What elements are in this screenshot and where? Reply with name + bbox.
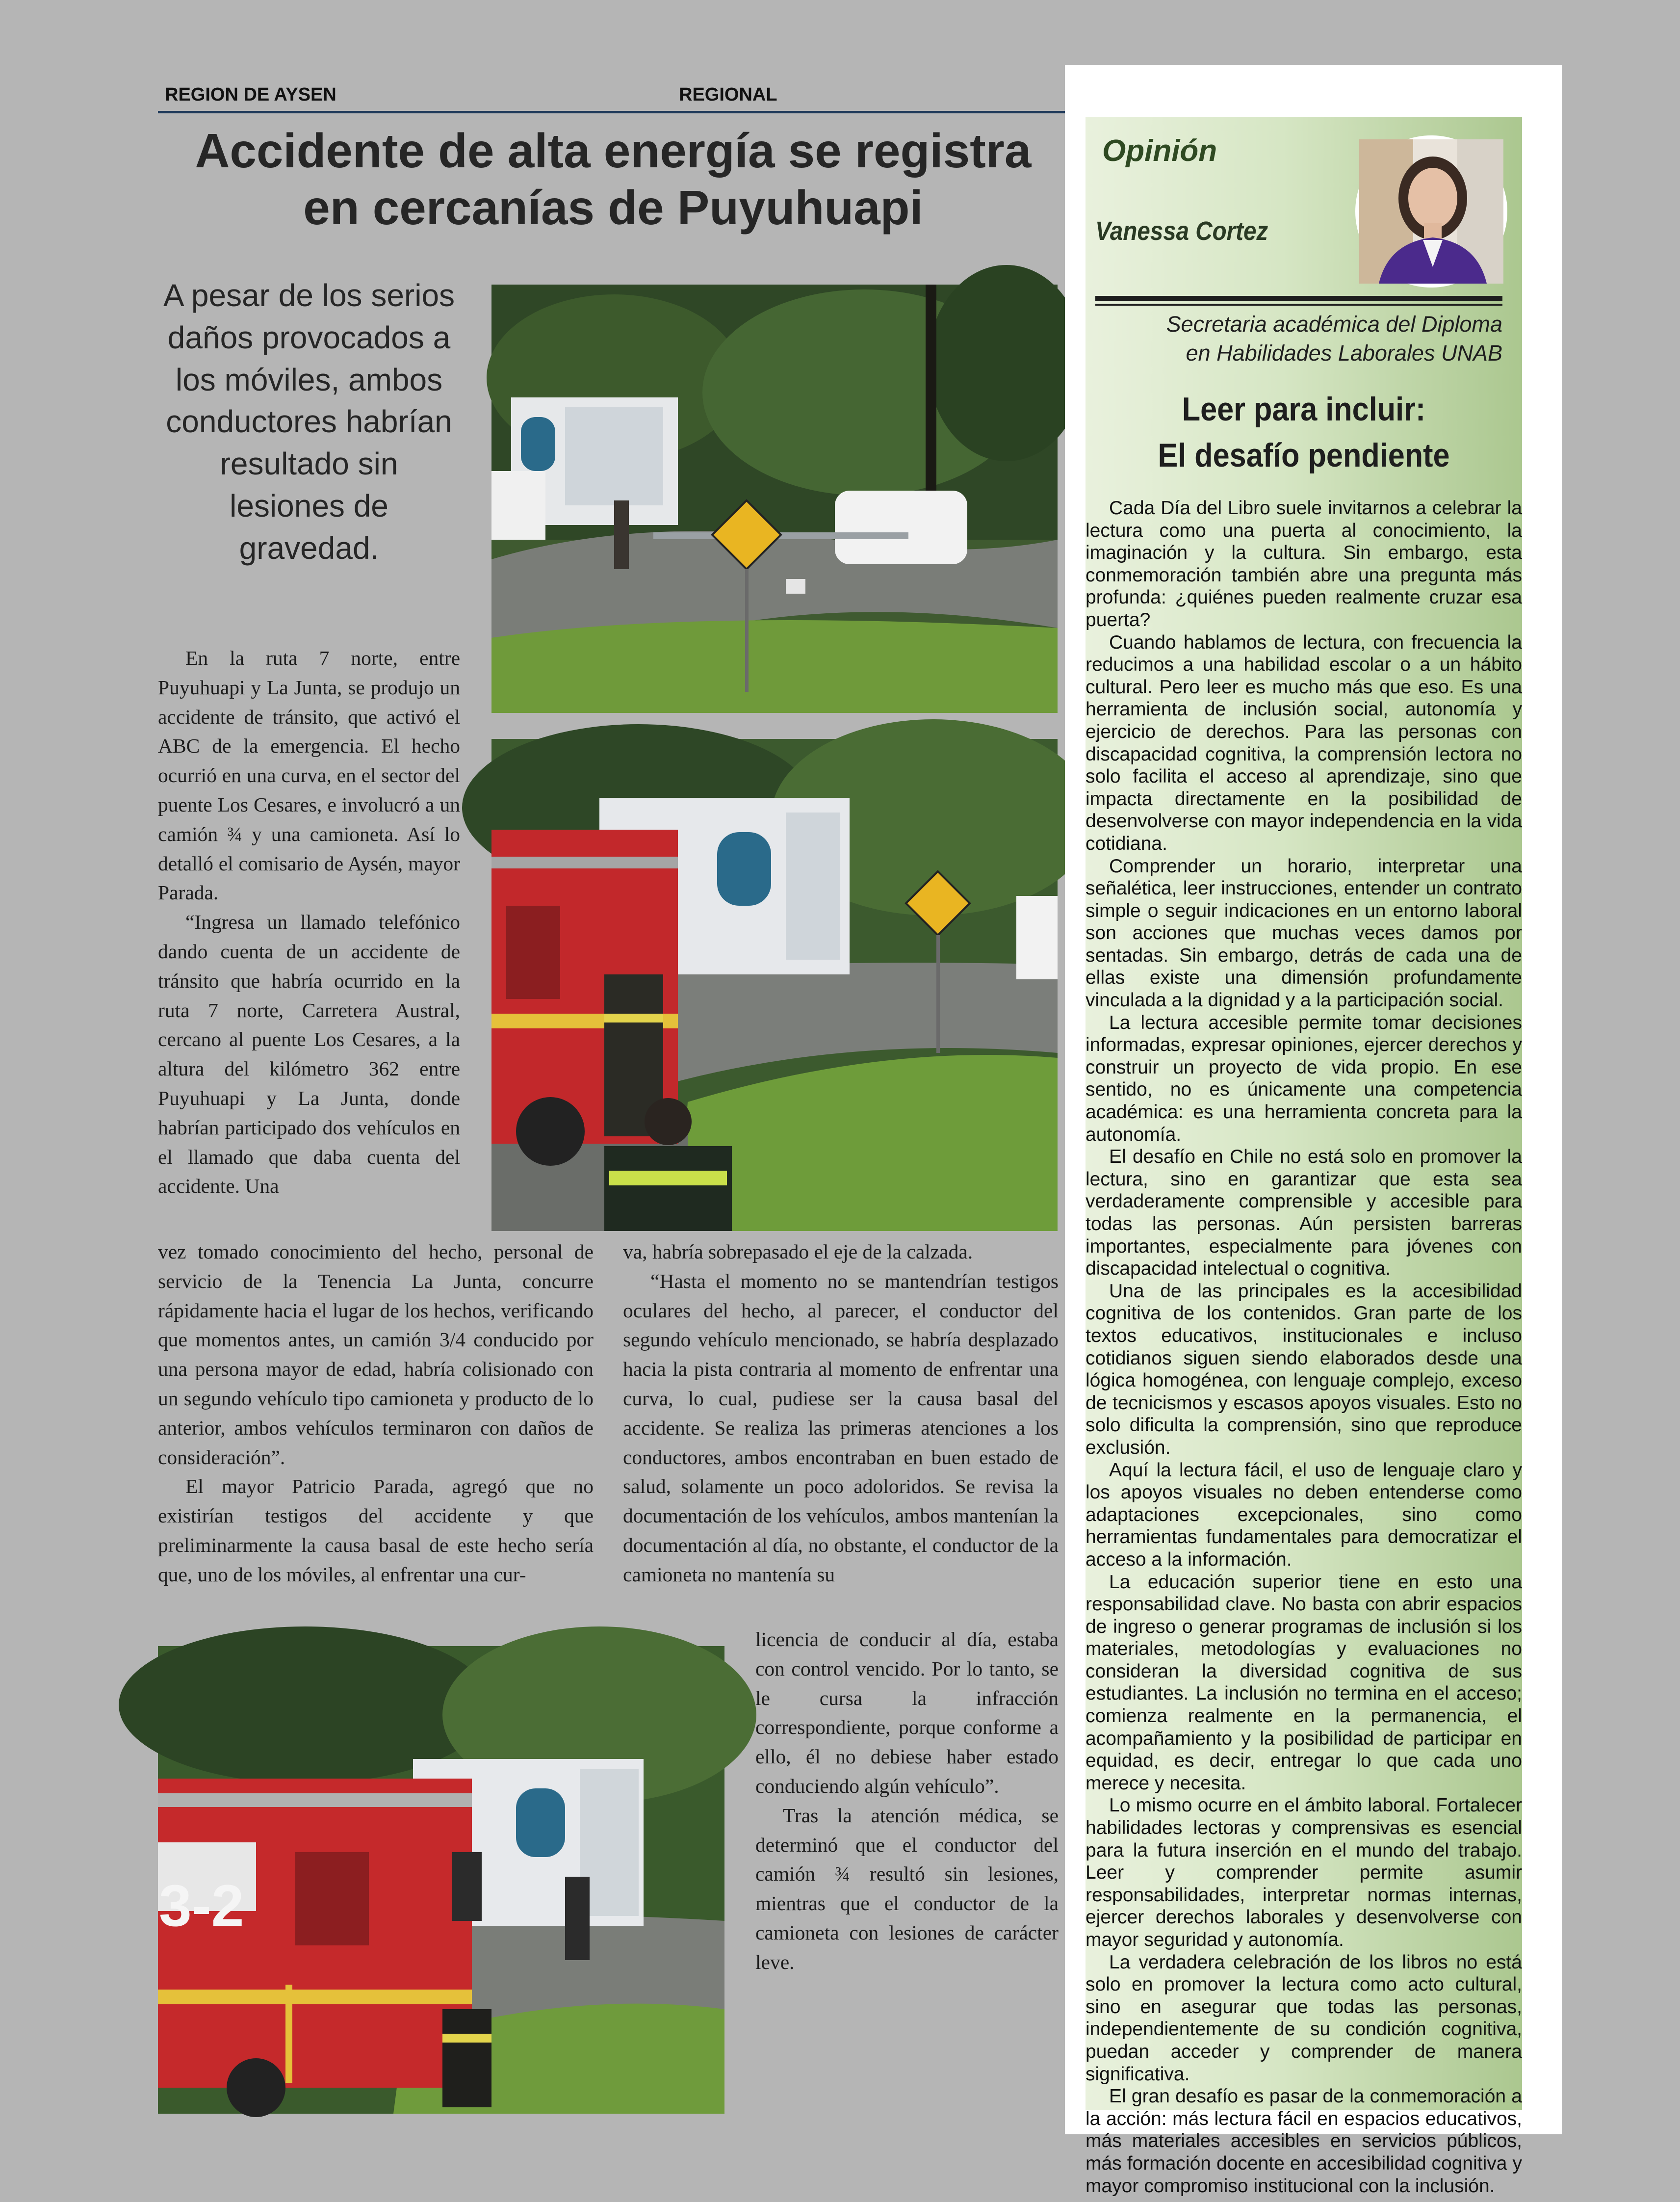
opinion-paragraph: Cada Día del Libro suele invitarnos a celebrar la lectura como una puerta al conocimiento, la imaginación y la cultura. Sin embargo, esta conmemoración también abre una pregunta más profunda: ¿quiénes pueden realmente cruzar esa puerta? xyxy=(1086,498,1522,630)
article-column-1-top xyxy=(158,644,460,1237)
article-column-2-top xyxy=(623,1237,1059,1625)
opinion-title-line: El desafío pendiente xyxy=(1158,436,1450,474)
opinion-title-line: Leer para incluir: xyxy=(1182,391,1426,428)
author-role xyxy=(1095,310,1502,367)
opinion-body xyxy=(1086,497,1522,2197)
opinion-paragraph: La educación superior tiene en esto una responsabilidad clave. No basta con abrir espacios de ingreso o generar programas de inclusión si los materiales, metodologías y evaluaciones no consideran la diversidad cognitiva de sus estudiantes. La inclusión no termina en el acceso; comienza realmente en la permanencia, el acompañamiento y la posibilidad de participar en equidad, es decir, entregar lo que cada uno merece y necesita. xyxy=(1086,1571,1522,1794)
article-paragraph: En la ruta 7 norte, entre Puyuhuapi y La Junta, se produjo un accidente de tránsito, que activó el ABC de la emergencia. El hecho ocurrió en una curva, en el sector del puente Los Cesares, e involucró a un camión ¾ y una camioneta. Así lo detalló el comisario de Aysén, mayor Parada. xyxy=(158,647,460,904)
article-paragraph: “Ingresa un llamado telefónico dando cuenta de un accidente de tránsito que habría ocurrido en la ruta 7 norte, Carretera Austral, cercano al puente Los Cesares, a la altura del kilómetro 362 entre Puyuhuapi y La Junta, donde habrían participado dos vehículos en el llamado que daba cuenta del accidente. Una xyxy=(158,911,460,1198)
opinion-paragraph: Lo mismo ocurre en el ámbito laboral. Fortalecer habilidades lectoras y comprensivas es esencial para la futura inserción en el mundo del trabajo. Leer y comprender permite asumir responsabilidades, interpretar normas internas, ejercer derechos laborales y desenvolverse con mayor seguridad y autonomía. xyxy=(1086,1795,1522,1950)
fire-truck-number: 3-2 xyxy=(159,1873,244,1939)
opinion-paragraph: El gran desafío es pasar de la conmemoración a la acción: más lectura fácil en espacios educativos, más materiales accesibles en servicios públicos, más formación docente en accesibilidad cognitiva y mayor compromiso institucional con la inclusión. xyxy=(1086,2086,1522,2197)
opinion-paragraph: Comprender un horario, interpretar una señalética, leer instrucciones, entender un contrato simple o seguir indicaciones en un entorno laboral son acciones que muchas veces damos por sentadas. Sin embargo, detrás de cada una de ellas existe una dimensión profundamente vinculada a la dignidad y a la participación social. xyxy=(1086,855,1522,1011)
opinion-paragraph: Una de las principales es la accesibilidad cognitiva de los contenidos. Gran parte de los textos educativos, institucionales e incluso cotidianos siguen siendo elaborados desde una lógica homogénea, con lenguaje complejo, exceso de tecnicismos y escasos apoyos visuales. Esto no solo dificulta la comprensión, sino que reproduce exclusión. xyxy=(1086,1280,1522,1458)
opinion-rule xyxy=(1095,296,1502,301)
opinion-paragraph: El desafío en Chile no está solo en promover la lectura, sino en garantizar que esta sea verdaderamente comprensible y accesible para todas las personas. Aún persisten barreras importantes, especialmente para jóvenes con discapacidad intelectual o cognitiva. xyxy=(1086,1146,1522,1280)
opinion-section-label: Opinión xyxy=(1102,134,1217,168)
author-avatar xyxy=(1355,135,1507,288)
header-section-region: REGION DE AYSEN xyxy=(165,84,336,105)
opinion-paragraph: La verdadera celebración de los libros no está solo en promover la lectura como acto cultural, sino en asegurar que todas las personas, independientemente de su condición cognitiva, puedan acceder y comprender de manera significativa. xyxy=(1086,1951,1522,2085)
opinion-paragraph: La lectura accesible permite tomar decisiones informadas, expresar opiniones, ejercer derechos y construir un proyecto de vida propio. En ese sentido, no es únicamente una competencia académica: es una herramienta concreta para la autonomía. xyxy=(1086,1012,1522,1145)
article-paragraph: El mayor Patricio Parada, agregó que no existirían testigos del accidente y que preliminarmente la causa basal de este hecho sería que, uno de los móviles, al enfrentar una cur- xyxy=(158,1475,594,1586)
article-lead: A pesar de los serios daños provocados a los móviles, ambos conductores habrían resultado sin lesiones de gravedad. xyxy=(163,278,455,566)
opinion-paragraph: Aquí la lectura fácil, el uso de lenguaje claro y los apoyos visuales no deben entenderse como adaptaciones excepcionales, sino como herramientas fundamentales para democratizar el acceso a la información. xyxy=(1086,1459,1522,1570)
author-role-line: en Habilidades Laborales UNAB xyxy=(1186,340,1502,366)
article-column-1-bottom xyxy=(158,1237,594,1625)
article-paragraph: va, habría sobrepasado el eje de la calzada. xyxy=(623,1240,973,1263)
accident-photo-3 xyxy=(158,1646,724,2114)
author-role-line: Secretaria académica del Diploma xyxy=(1166,312,1502,337)
opinion-author: Vanessa Cortez xyxy=(1095,216,1268,246)
opinion-paragraph: Cuando hablamos de lectura, con frecuencia la reducimos a una habilidad escolar o a un hábito cultural. Pero leer es mucho más que eso. Es una herramienta de inclusión social, autonomía y ejercicio de derechos. Para las personas con discapacidad cognitiva, la comprensión lectora no solo facilita el acceso al aprendizaje, sino que impacta directamente en la posibilidad de desenvolverse con mayor independencia en la vida cotidiana. xyxy=(1086,631,1522,854)
article-paragraph: Tras la atención médica, se determinó que el conductor del camión ¾ resultó sin lesiones, mientras que el conductor de la camioneta con lesiones de carácter leve. xyxy=(755,1804,1059,1973)
article-paragraph: licencia de conducir al día, estaba con control vencido. Por lo tanto, se le cursa la infracción correspondiente, porque conforme a ello, él no debiese haber estado conduciendo algún vehículo”. xyxy=(755,1628,1059,1797)
article-paragraph: vez tomado conocimiento del hecho, personal de servicio de la Tenencia La Junta, concurre rápidamente hacia el lugar de los hechos, verificando que momentos antes, un camión 3/4 conducido por una persona mayor de edad, habría colisionado con un segundo vehículo tipo camioneta y producto de lo anterior, ambos vehículos terminaron con daños de consideración”. xyxy=(158,1240,594,1468)
article-paragraph: “Hasta el momento no se mantendrían testigos oculares del hecho, al parecer, el conductor del segundo vehículo mencionado, se habría desplazado hacia la pista contraria al momento de enfrentar una curva, lo cual, pudiese ser la causa basal del accidente. Se realiza las primeras atenciones a los conductores, ambos encontraban en buen estado de salud, solamente un poco adoloridos. Se revisa la documentación de los vehículos, ambos mantenían la documentación al día, no obstante, el conductor de la camioneta no mantenía su xyxy=(623,1269,1059,1586)
accident-photo-1 xyxy=(491,285,1058,713)
accident-photo-2 xyxy=(491,739,1058,1231)
opinion-title xyxy=(1108,387,1500,479)
header-section-regional: REGIONAL xyxy=(679,84,777,105)
article-headline: Accidente de alta energía se registra en cercanías de Puyuhuapi xyxy=(195,124,1032,235)
opinion-rule-thin xyxy=(1095,304,1502,306)
article-column-2-bottom xyxy=(755,1625,1059,2008)
